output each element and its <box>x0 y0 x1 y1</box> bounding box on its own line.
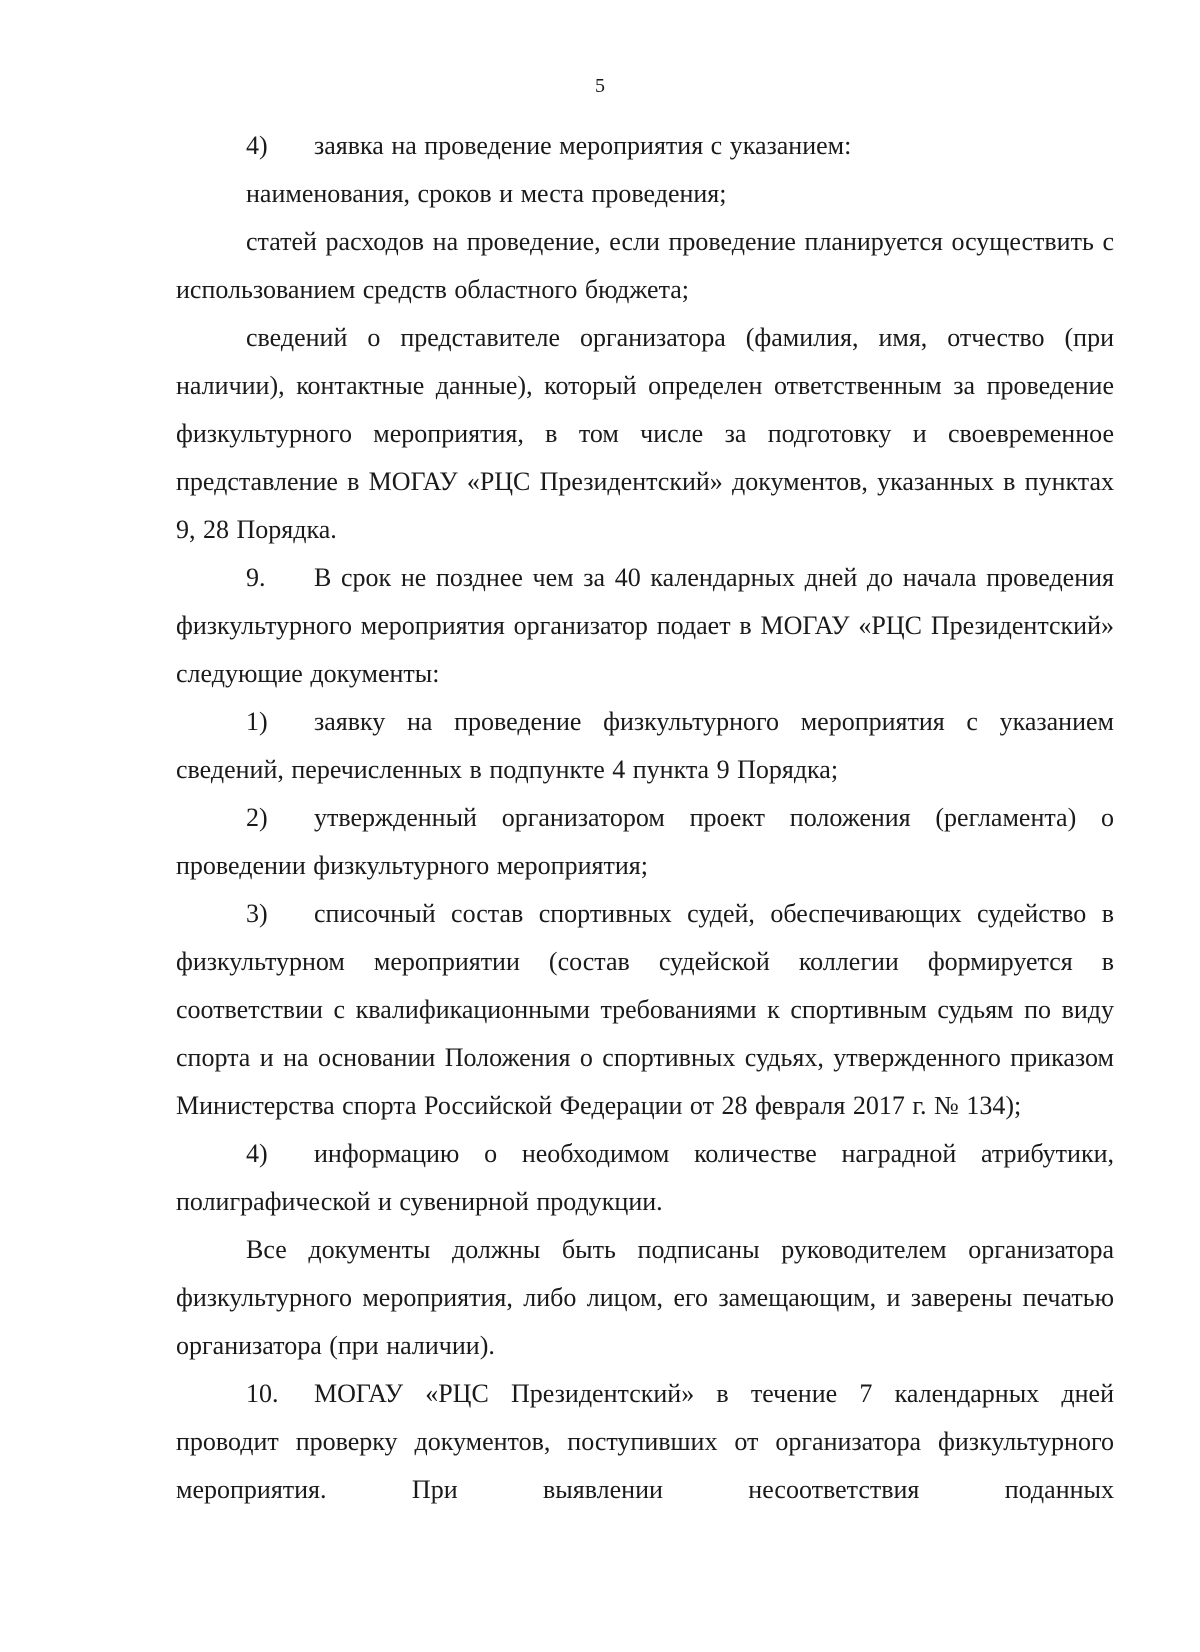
paragraph-signature-requirement <box>176 1226 1114 1370</box>
paragraph-text: заявка на проведение мероприятия с указанием: <box>314 131 852 160</box>
paragraph-text: списочный состав спортивных судей, обеспечивающих судейство в физкультурном мероприятии (состав судейской коллегии формируется в соответствии с квалификационными требованиями к спортивным судьям по виду спорта и на основании Положения о спортивных судьях, утвержденного приказом Министерства спорта Российской Федерации от 28 февраля 2017 г. № 134); <box>176 899 1114 1120</box>
paragraph-text: МОГАУ «РЦС Президентский» в течение 7 календарных дней проводит проверку документов, поступивших от организатора физкультурного мероприятия. При выявлении несоответствия поданных <box>176 1379 1114 1504</box>
clause-number: 10. <box>246 1379 279 1408</box>
paragraph-naming <box>176 170 1114 218</box>
paragraph-expenses <box>176 218 1114 314</box>
paragraph-text: информацию о необходимом количестве наградной атрибутики, полиграфической и сувенирной продукции. <box>176 1139 1114 1216</box>
item-number: 1) <box>246 707 268 736</box>
item-number: 3) <box>246 899 268 928</box>
paragraph-text: наименования, сроков и места проведения; <box>246 179 727 208</box>
paragraph-item-1 <box>176 698 1114 794</box>
clause-number: 9. <box>246 563 266 592</box>
paragraph-clause-10 <box>176 1370 1114 1514</box>
paragraph-text: В срок не позднее чем за 40 календарных дней до начала проведения физкультурного мероприятия организатор подает в МОГАУ «РЦС Президентский» следующие документы: <box>176 563 1114 688</box>
page-number: 5 <box>595 75 605 97</box>
document-body <box>176 122 1114 1514</box>
paragraph-clause-9 <box>176 554 1114 698</box>
paragraph-representative <box>176 314 1114 554</box>
paragraph-text: Все документы должны быть подписаны руководителем организатора физкультурного мероприятия, либо лицом, его замещающим, и заверены печатью организатора (при наличии). <box>176 1235 1114 1360</box>
paragraph-item-4b <box>176 1130 1114 1226</box>
paragraph-item-4 <box>176 122 1114 170</box>
paragraph-text: заявку на проведение физкультурного мероприятия с указанием сведений, перечисленных в подпункте 4 пункта 9 Порядка; <box>176 707 1114 784</box>
item-number: 2) <box>246 803 268 832</box>
paragraph-item-3 <box>176 890 1114 1130</box>
paragraph-text: статей расходов на проведение, если проведение планируется осуществить с использованием средств областного бюджета; <box>176 227 1114 304</box>
paragraph-item-2 <box>176 794 1114 890</box>
paragraph-text: утвержденный организатором проект положения (регламента) о проведении физкультурного мероприятия; <box>176 803 1114 880</box>
item-number: 4) <box>246 131 268 160</box>
paragraph-text: сведений о представителе организатора (фамилия, имя, отчество (при наличии), контактные данные), который определен ответственным за проведение физкультурного мероприятия, в том числе за подготовку и своевременное представление в МОГАУ «РЦС Президентский» документов, указанных в пунктах 9, 28 Порядка. <box>176 323 1114 544</box>
item-number: 4) <box>246 1139 268 1168</box>
